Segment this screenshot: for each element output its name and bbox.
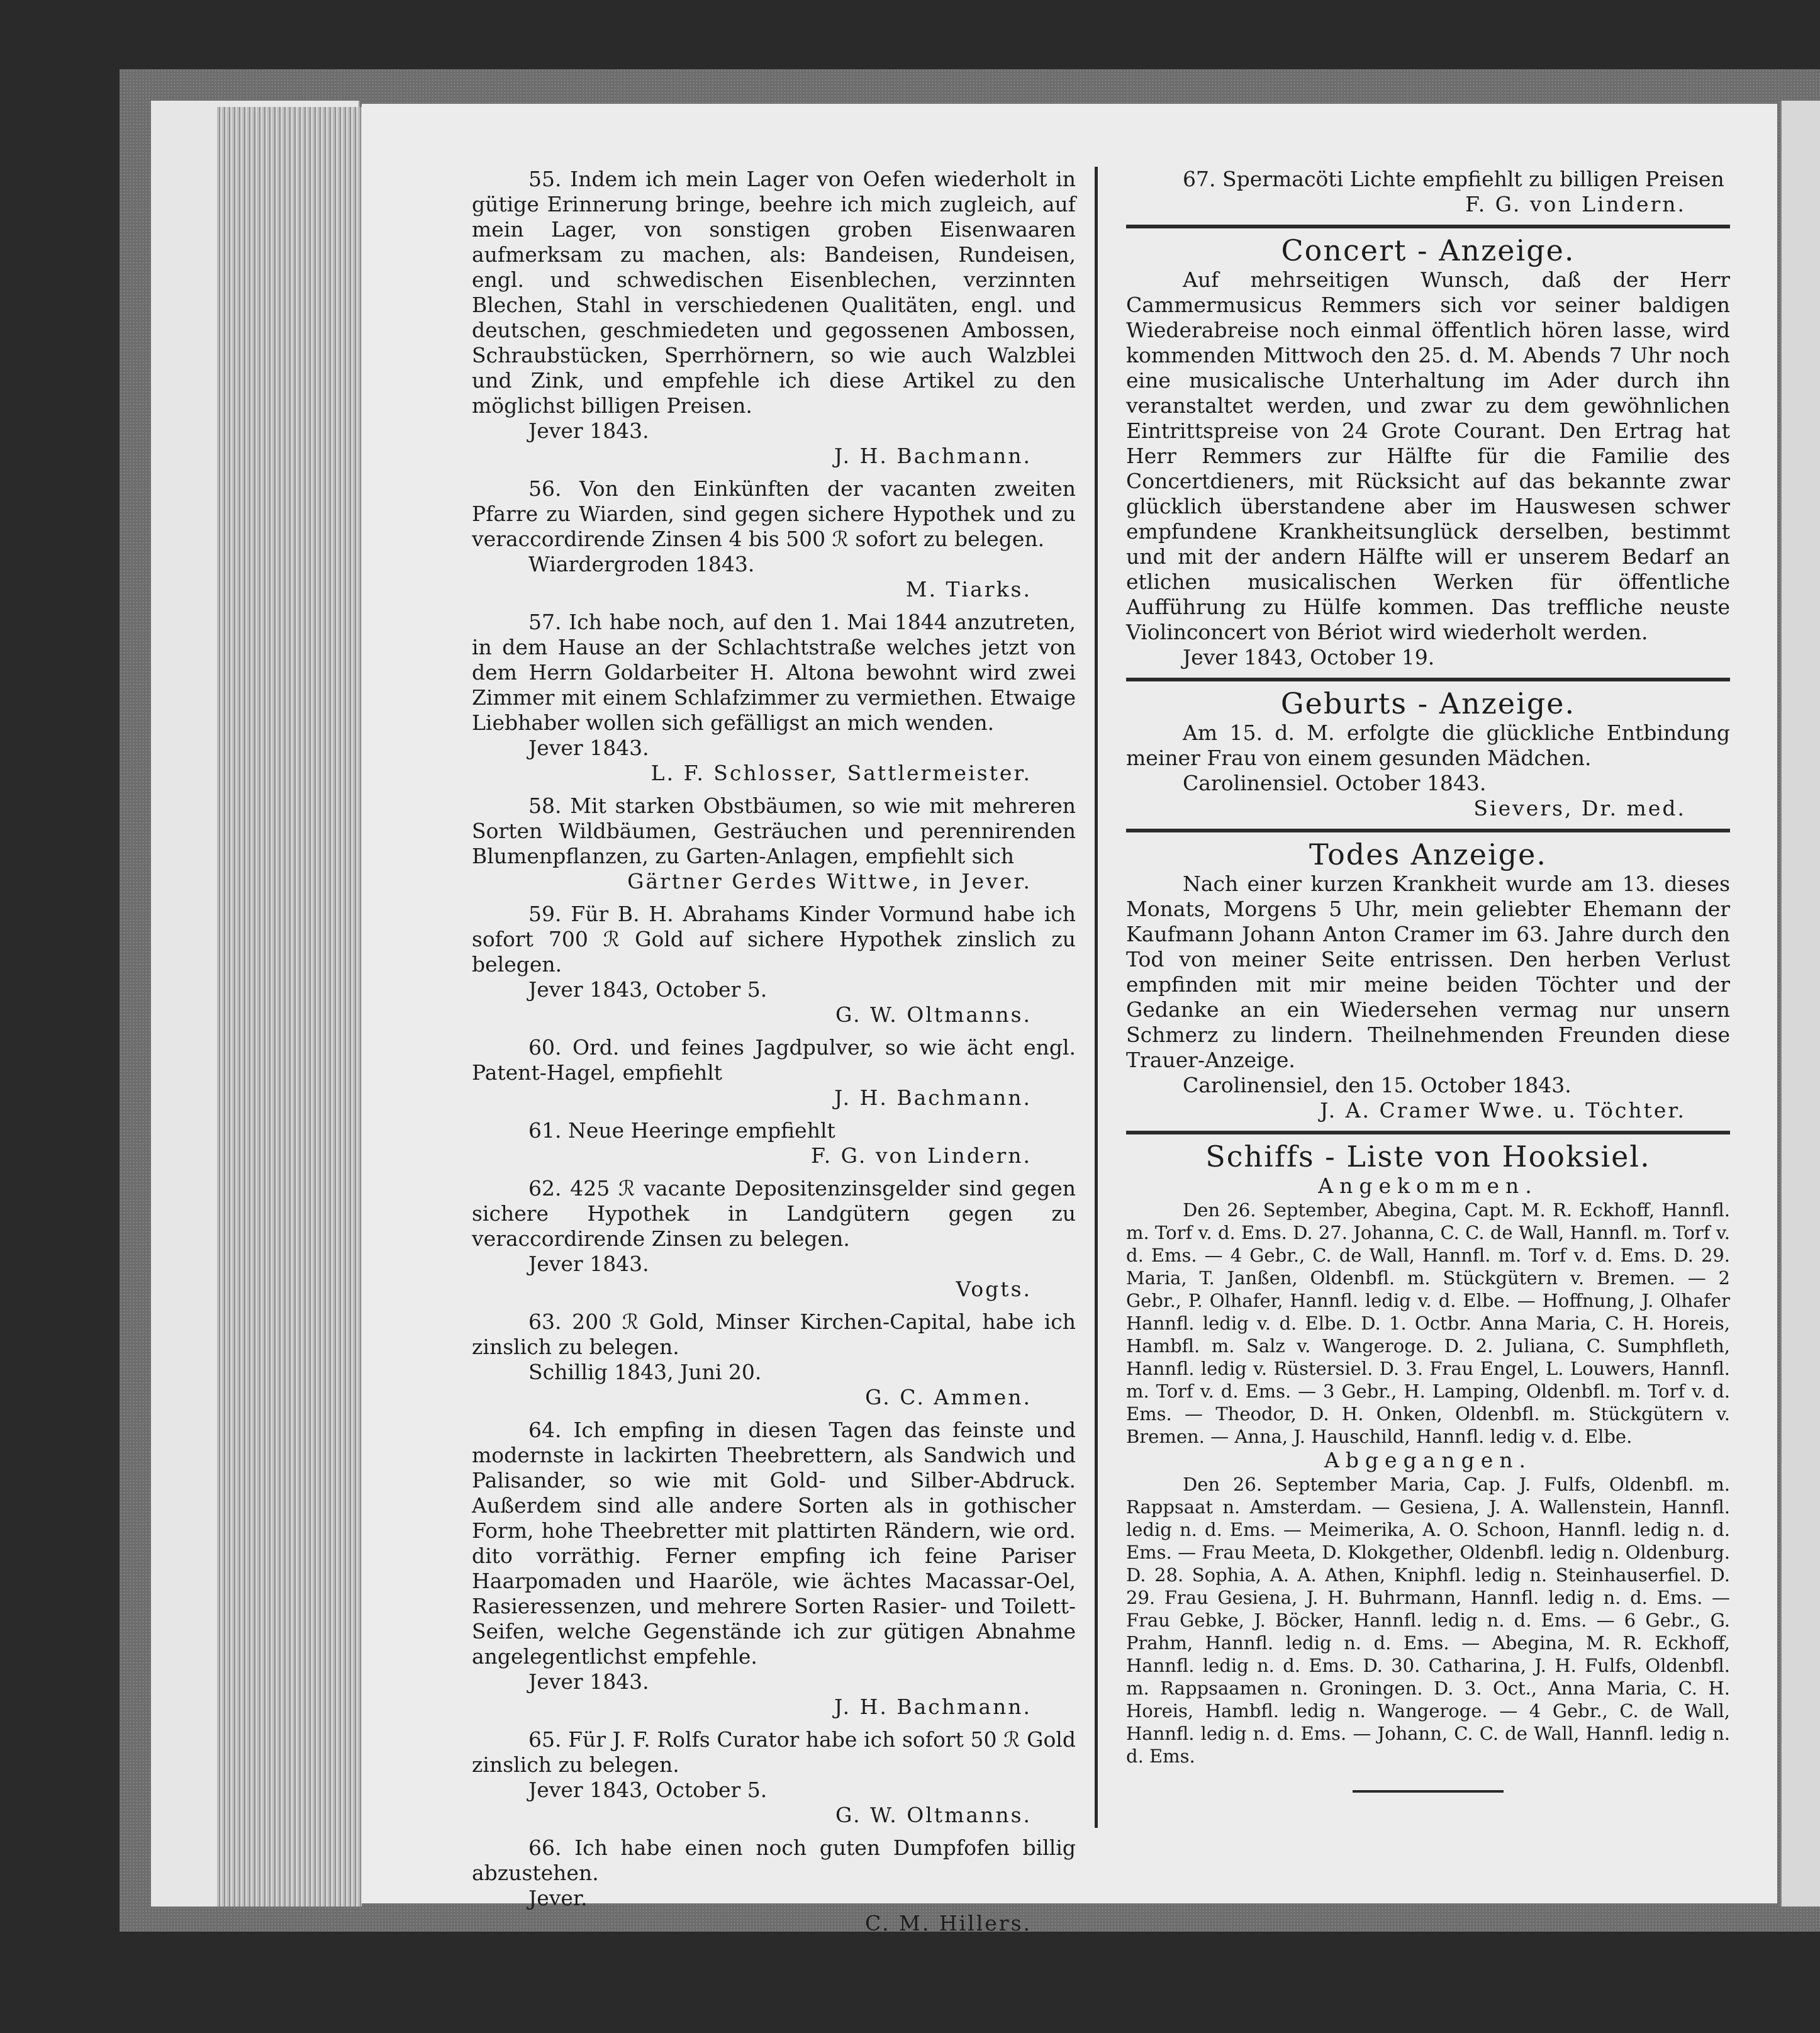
advert-body: 65. Für J. F. Rolfs Curator habe ich sofort 50 ℛ Gold zinslich zu belegen. (472, 1727, 1076, 1777)
advert-signature: Vogts. (956, 1277, 1032, 1301)
section-rule (1126, 225, 1730, 228)
advert-place: Jever 1843. (528, 1669, 649, 1694)
notice-place: Carolinensiel, den 15. October 1843. (1183, 1073, 1572, 1097)
advert-body: 56. Von den Einkünften der vacanten zweiten Pfarre zu Wiarden, sind gegen sichere Hypothek und zu veraccordirende Zinsen 4 bis 500 ℛ sofort zu belegen. (472, 476, 1076, 551)
advert-body: 63. 200 ℛ Gold, Minser Kirchen-Capital, habe ich zinslich zu belegen. (472, 1309, 1076, 1359)
advert-body: 55. Indem ich mein Lager von Oefen wiederholt in gütige Erinnerung bringe, beehre ich mich zugleich, auf mein Lager, von sonstigen groben Eisenwaaren aufmerksam zu machen, als: Bandeisen, Rundeisen, engl. und schwedischen Eisenblechen, verzinnten Blechen, Stahl in verschiedenen Qualitäten, engl. und deutschen, geschmiedeten und gegossenen Ambossen, Schraubstücken, Sperrhörnern, so wie auch Walzblei und Zink, und empfehle ich diese Artikel zu den möglichst billigen Preisen. (472, 167, 1076, 418)
advert-61 (472, 1118, 1076, 1168)
notice-body: Auf mehrseitigen Wunsch, daß der Herr Cammermusicus Remmers sich vor seiner baldigen Wiederabreise noch einmal öffentlich hören lasse, wird kommenden Mittwoch den 25. d. M. Abends 7 Uhr noch eine musicalische Unterhaltung im Ader durch ihn veranstaltet werden, und zwar zu dem gewöhnlichen Eintrittspreise von 24 Grote Courant. Den Ertrag hat Herr Remmers zur Hälfte für die Familie des Concertdieners, mit Rücksicht auf das bekannte zwar glücklich überstandene aber im Hauswesen schwer empfundene Krankheitsunglück derselben, bestimmt und mit der andern Hälfte will er unserem Bedarf an etlichen musicalischen Werken für öffentliche Aufführung zu Hülfe kommen. Das treffliche neuste Violinconcert von Bériot wird wiederholt werden. (1126, 267, 1730, 644)
advert-place: Jever 1843. (528, 1252, 649, 1276)
facing-page-edge (1780, 101, 1820, 1907)
advert-67 (1126, 167, 1730, 217)
section-rule (1126, 829, 1730, 832)
notice-body: Nach einer kurzen Krankheit wurde am 13. dieses Monats, Morgens 5 Uhr, mein geliebter Ehemann der Kaufmann Johann Anton Cramer im 63. Jahre durch den Tod von meiner Seite entrissen. Den herben Verlust empfinden mit mir meine beiden Töchter und der Gedanke an ein Wiedersehen vermag nur unsern Schmerz zu lindern. Theilnehmenden Freunden diese Trauer-Anzeige. (1126, 871, 1730, 1072)
right-column (1126, 167, 1730, 1793)
advert-signature: C. M. Hillers. (865, 1911, 1032, 1935)
advert-56 (472, 476, 1076, 602)
advert-place: Jever 1843, October 5. (528, 1778, 768, 1802)
birth-notice (1126, 686, 1730, 821)
section-heading: Concert - Anzeige. (1281, 233, 1575, 267)
advert-57 (472, 610, 1076, 786)
advert-signature: G. W. Oltmanns. (835, 1803, 1032, 1827)
advert-signature: Gärtner Gerdes Wittwe, in Jever. (627, 869, 1032, 893)
section-rule (1126, 1131, 1730, 1134)
advert-signature: F. G. von Lindern. (810, 1143, 1032, 1168)
advert-59 (472, 902, 1076, 1028)
advert-place: Jever 1843, October 5. (528, 977, 768, 1002)
advert-64 (472, 1418, 1076, 1720)
advert-signature: L. F. Schlosser, Sattlermeister. (650, 761, 1032, 785)
departed-heading: Abgegangen. (1324, 1448, 1532, 1472)
advert-place: Schillig 1843, Juni 20. (528, 1360, 762, 1384)
advert-place: Jever. (528, 1886, 588, 1910)
section-heading: Geburts - Anzeige. (1280, 686, 1576, 720)
advert-body: 61. Neue Heeringe empfiehlt (528, 1118, 835, 1143)
advert-signature: G. W. Oltmanns. (835, 1002, 1032, 1027)
advert-55 (472, 167, 1076, 469)
notice-body: Am 15. d. M. erfolgte die glückliche Entbindung meiner Frau von einem gesunden Mädchen. (1126, 720, 1730, 770)
advert-signature: J. H. Bachmann. (834, 1694, 1032, 1719)
advert-body: 66. Ich habe einen noch guten Dumpfofen billig abzustehen. (472, 1835, 1076, 1885)
notice-place: Jever 1843, October 19. (1183, 645, 1435, 669)
advert-65 (472, 1727, 1076, 1828)
end-rule (1353, 1790, 1504, 1793)
advert-body: 59. Für B. H. Abrahams Kinder Vormund habe ich sofort 700 ℛ Gold auf sichere Hypothek zinslich zu belegen. (472, 902, 1076, 977)
advert-62 (472, 1176, 1076, 1302)
arrived-list: Den 26. September, Abegina, Capt. M. R. Eckhoff, Hannfl. m. Torf v. d. Ems. D. 27. Johanna, C. C. de Wall, Hannfl. m. Torf v. d. Ems. — 4 Gebr., C. de Wall, Hannfl. m. Torf v. d. Ems. D. 29. Maria, T. Janßen, Oldenbfl. m. Stückgütern v. Bremen. — 2 Gebr., P. Olhafer, Hannfl. ledig v. d. Elbe. — Hoffnung, J. Olhafer Hannfl. ledig v. d. Elbe. D. 1. Octbr. Anna Maria, C. H. Horeis, Hambfl. m. Salz v. Wangeroge. D. 2. Juliana, C. Sumphfleth, Hannfl. ledig v. Rüstersiel. D. 3. Frau Engel, L. Louwers, Hannfl. m. Torf v. d. Ems. — 3 Gebr., H. Lamping, Oldenbfl. m. Torf v. d. Ems. — Theodor, D. H. Onken, Oldenbfl. m. Stückgütern v. Bremen. — Anna, J. Hauschild, Hannfl. ledig v. d. Elbe. (1126, 1199, 1730, 1447)
advert-60 (472, 1035, 1076, 1111)
advert-signature: M. Tiarks. (905, 577, 1032, 602)
page-edges (217, 107, 362, 1907)
advert-body: 62. 425 ℛ vacante Depositenzinsgelder sind gegen sichere Hypothek in Landgütern gegen zu veraccordirende Zinsen zu belegen. (472, 1176, 1076, 1251)
advert-body: 64. Ich empfing in diesen Tagen das feinste und modernste in lackirten Theebrettern, als Sandwich und Palisander, so wie mit Gold- und Silber-Abdruck. Außerdem sind alle andere Sorten als in gothischer Form, hohe Theebretter mit plattirten Rändern, wie ord. dito vorräthig. Ferner empfing ich feine Pariser Haarpomaden und Haaröle, wie ächtes Macassar-Oel, Rasieressenzen, und mehrere Sorten Rasier- und Toilett-Seifen, welche Gegenstände ich zur gütigen Abnahme angelegentlichst empfehle. (472, 1418, 1076, 1669)
advert-body: 58. Mit starken Obstbäumen, so wie mit mehreren Sorten Wildbäumen, Gesträuchen und perennirenden Blumenpflanzen, zu Garten-Anlagen, empfiehlt sich (472, 793, 1076, 868)
advert-body: 67. Spermacöti Lichte empfiehlt zu billigen Preisen (1183, 167, 1724, 191)
advert-body: 60. Ord. und feines Jagdpulver, so wie ächt engl. Patent-Hagel, empfiehlt (472, 1035, 1076, 1085)
advert-place: Jever 1843. (528, 418, 649, 443)
notice-signature: Sievers, Dr. med. (1473, 796, 1686, 820)
arrived-heading: Angekommen. (1318, 1173, 1538, 1198)
notice-place: Carolinensiel. October 1843. (1183, 771, 1487, 795)
left-column (472, 167, 1076, 1944)
advert-place: Wiardergroden 1843. (528, 552, 755, 576)
section-rule (1126, 678, 1730, 681)
advert-58 (472, 793, 1076, 894)
section-heading: Todes Anzeige. (1309, 837, 1547, 871)
advert-63 (472, 1309, 1076, 1410)
advert-66 (472, 1835, 1076, 1936)
advert-body: 57. Ich habe noch, auf den 1. Mai 1844 anzutreten, in dem Hause an der Schlachtstraße welches jetzt von dem Herrn Goldarbeiter H. Altona bewohnt wird zwei Zimmer mit einem Schlafzimmer zu vermiethen. Etwaige Liebhaber wollen sich gefälligst an mich wenden. (472, 610, 1076, 735)
advert-signature: G. C. Ammen. (865, 1385, 1032, 1409)
ship-list (1126, 1140, 1730, 1767)
advert-signature: F. G. von Lindern. (1465, 192, 1686, 216)
notice-signature: J. A. Cramer Wwe. u. Töchter. (1320, 1098, 1686, 1123)
departed-list: Den 26. September Maria, Cap. J. Fulfs, Oldenbfl. m. Rappsaat n. Amsterdam. — Gesiena, J. A. Wallenstein, Hannfl. ledig n. d. Ems. — Meimerika, A. O. Schoon, Hannfl. ledig n. d. Ems. — Frau Meeta, D. Klokgether, Oldenbfl. ledig n. Oldenburg. D. 28. Sophia, A. A. Athen, Kniphfl. ledig n. Steinhauserfiel. D. 29. Frau Gesiena, J. H. Buhrmann, Hannfl. ledig n. d. Ems. — Frau Gebke, J. Böcker, Hannfl. ledig n. d. Ems. — 6 Gebr., G. Prahm, Hannfl. ledig n. d. Ems. — Abegina, M. R. Eckhoff, Hannfl. ledig n. d. Ems. D. 30. Catharina, J. H. Fulfs, Oldenbfl. m. Rappsaamen n. Groningen. D. 3. Oct., Anna Maria, C. H. Horeis, Hambfl. ledig n. Wangeroge. — 4 Gebr., C. de Wall, Hannfl. ledig n. d. Ems. — Johann, C. C. de Wall, Hannfl. ledig n. d. Ems. (1126, 1474, 1730, 1767)
advert-place: Jever 1843. (528, 736, 649, 760)
advert-signature: J. H. Bachmann. (834, 444, 1032, 468)
concert-notice (1126, 233, 1730, 670)
section-heading: Schiffs - Liste von Hooksiel. (1205, 1140, 1651, 1173)
death-notice (1126, 837, 1730, 1123)
advert-signature: J. H. Bachmann. (834, 1085, 1032, 1110)
column-divider (1095, 167, 1098, 1828)
